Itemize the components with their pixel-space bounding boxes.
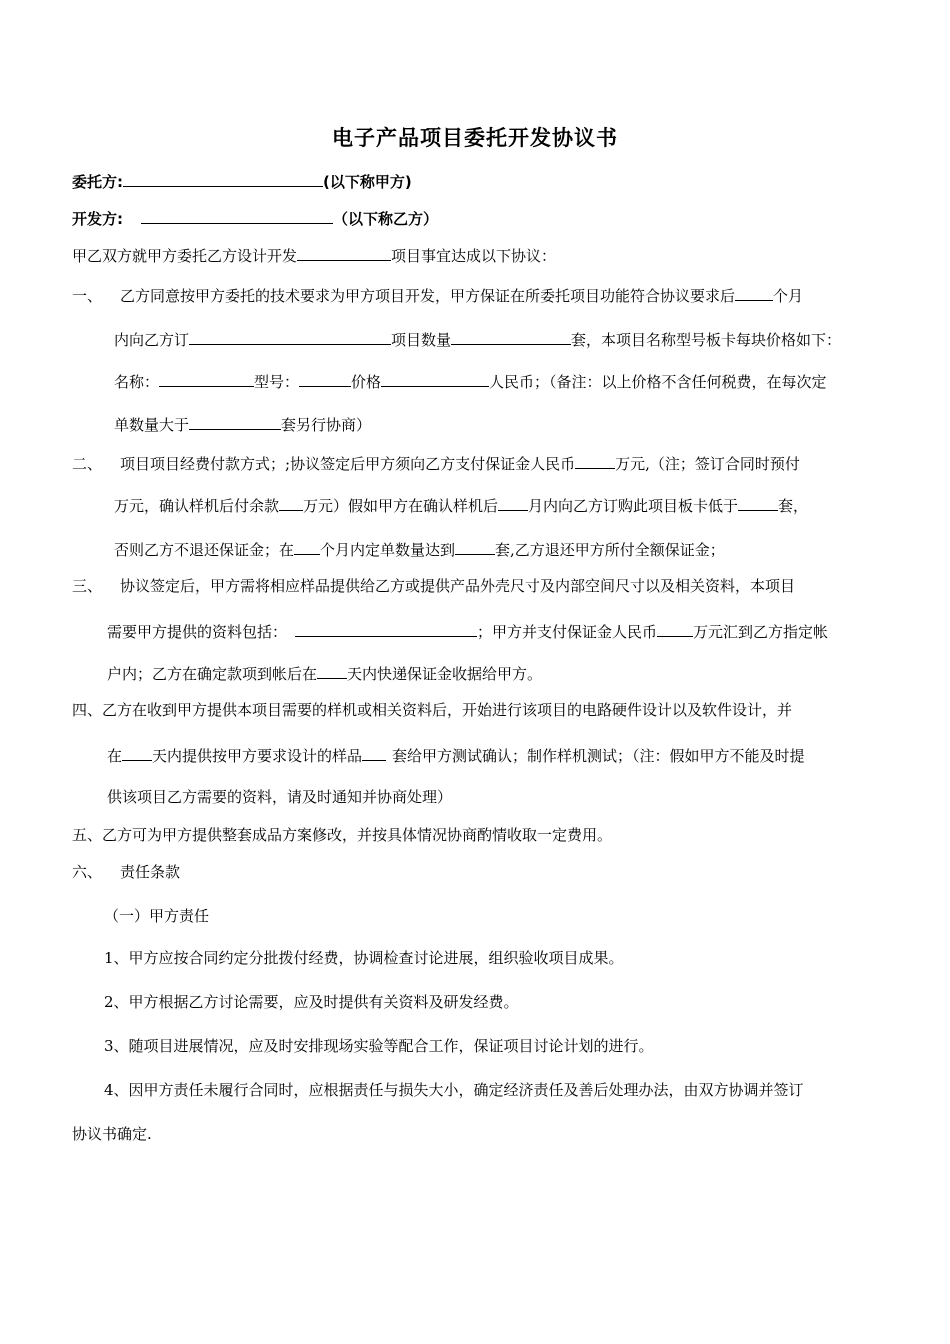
intro-line	[72, 244, 556, 266]
clause2-number: 二、	[72, 455, 103, 473]
clause4-text: 供该项目乙方需要的资料，请及时通知并协商处理）	[107, 788, 453, 806]
responsibility-text: 4、因甲方责任未履行合同时，应根据责任与损失大小，确定经济责任及善后处理办法，由双方协调并签订	[104, 1081, 804, 1099]
intro-text: 甲乙双方就甲方委托乙方设计开发	[72, 247, 298, 265]
materials-blank[interactable]	[295, 620, 477, 637]
responsibility-text: 2、甲方根据乙方讨论需要，应及时提供有关资料及研发经费。	[104, 993, 519, 1011]
price-blank[interactable]	[381, 370, 489, 387]
clause2-text: 个月内定单数量达到	[320, 541, 456, 559]
sample-days-blank[interactable]	[122, 744, 152, 761]
clause2-text: 万元，确认样机后付余款	[114, 497, 280, 515]
min-sets-blank[interactable]	[738, 494, 778, 511]
clause3-text: 天内快递保证金收据给甲方。	[347, 665, 543, 683]
clause5-line	[72, 825, 612, 845]
clause1-text: 项目数量	[391, 331, 452, 349]
clause6-title: 责任条款	[120, 863, 181, 881]
clause4-text: 天内提供按甲方要求设计的样品	[152, 747, 363, 765]
clause2-text: 套,乙方退还甲方所付全额保证金；	[495, 541, 725, 559]
clause3-line3	[107, 662, 542, 684]
responsibility-item	[104, 1036, 654, 1056]
clause4-text: 乙方在收到甲方提供本项目需要的样机或相关资料后，开始进行该项目的电路硬件设计以及软件设计，并	[102, 701, 793, 719]
responsibility-text: 3、随项目进展情况，应及时安排现场实验等配合工作，保证项目讨论计划的进行。	[104, 1037, 654, 1055]
clause4-text: 套给甲方测试确认；制作样机测试；（注：假如甲方不能及时提	[392, 747, 805, 765]
clause2-text: 万元）假如甲方在确认样机后	[303, 497, 499, 515]
developer-suffix: （以下称乙方）	[333, 210, 439, 228]
clause2-text: 否则乙方不退还保证金；在	[114, 541, 295, 559]
deposit-blank[interactable]	[575, 452, 615, 469]
clause1-text: 名称：	[114, 373, 160, 391]
months-blank[interactable]	[735, 284, 773, 301]
clause6-heading	[72, 862, 180, 882]
clause2-line2	[114, 494, 808, 516]
clause1-line3	[114, 370, 827, 392]
clause3-number: 三、	[72, 577, 103, 595]
party-a-responsibility-heading: （一）甲方责任	[104, 907, 210, 925]
client-line	[72, 170, 412, 192]
clause1-text: 个月	[773, 287, 804, 305]
clause3-line1	[72, 576, 795, 596]
clause5-text: 五、乙方可为甲方提供整套成品方案修改，并按具体情况协商酌情收取一定费用。	[72, 826, 613, 844]
clause4-text: 在	[107, 747, 123, 765]
clause1-line2	[114, 328, 841, 350]
deposit2-blank[interactable]	[657, 620, 693, 637]
clause6-subtitle	[104, 906, 209, 926]
clause1-text: 单数量大于	[114, 416, 190, 434]
clause3-text: 万元汇到乙方指定帐	[693, 623, 829, 641]
clause1-text: 价格	[351, 373, 382, 391]
clause3-text: 需要甲方提供的资料包括：	[107, 623, 288, 641]
clause6-number: 六、	[72, 863, 103, 881]
threshold-blank[interactable]	[189, 413, 281, 430]
responsibility-item	[104, 948, 624, 968]
responsibility-item	[104, 1080, 804, 1100]
responsibility-text: 1、甲方应按合同约定分批拨付经费，协调检查讨论进展，组织验收项目成果。	[104, 949, 624, 967]
responsibility-item	[104, 992, 519, 1012]
clause1-number: 一、	[72, 287, 103, 305]
days-blank[interactable]	[317, 662, 347, 679]
clause1-line4	[114, 413, 371, 435]
clause3-text: ；甲方并支付保证金人民币	[477, 623, 658, 641]
clause3-line2	[107, 620, 828, 642]
balance-blank[interactable]	[279, 494, 303, 511]
clause1-line1	[72, 284, 803, 306]
project-name-blank[interactable]	[297, 244, 391, 261]
model-blank[interactable]	[299, 370, 351, 387]
clause2-text: 万元,（注；签订合同时预付	[615, 455, 800, 473]
order-target-blank[interactable]	[455, 538, 495, 555]
responsibility-text: 协议书确定.	[72, 1125, 152, 1143]
developer-blank[interactable]	[141, 207, 333, 224]
sample-qty-blank[interactable]	[362, 744, 386, 761]
clause2-text: 套，	[778, 497, 809, 515]
clause1-text: 套，本项目名称型号板卡每块价格如下：	[571, 331, 842, 349]
clause4-line1	[72, 700, 792, 720]
clause2-line1	[72, 452, 800, 474]
clause4-number: 四、	[72, 701, 103, 719]
clause1-text: 型号：	[254, 373, 300, 391]
clause3-text: 协议签定后，甲方需将相应样品提供给乙方或提供产品外壳尺寸及内部空间尺寸以及相关资料，本项目	[120, 577, 796, 595]
clause3-text: 户内；乙方在确定款项到帐后在	[107, 665, 318, 683]
clause1-text: 人民币；（备注：以上价格不含任何税费，在每次定	[489, 373, 827, 391]
client-suffix: (以下称甲方)	[323, 173, 412, 191]
clause2-text: 月内向乙方订购此项目板卡低于	[528, 497, 739, 515]
months-limit-blank[interactable]	[294, 538, 320, 555]
order-blank[interactable]	[189, 328, 391, 345]
clause1-text: 套另行协商）	[281, 416, 372, 434]
clause1-text: 内向乙方订	[114, 331, 190, 349]
quantity-blank[interactable]	[451, 328, 571, 345]
month-blank[interactable]	[498, 494, 528, 511]
client-label: 委托方:	[72, 173, 123, 191]
document-title: 电子产品项目委托开发协议书	[332, 126, 618, 150]
product-name-blank[interactable]	[159, 370, 254, 387]
clause2-line3	[114, 538, 725, 560]
clause2-text: 项目项目经费付款方式；;协议签定后甲方须向乙方支付保证金人民币	[120, 455, 576, 473]
clause4-line2	[107, 744, 805, 766]
clause1-text: 乙方同意按甲方委托的技术要求为甲方项目开发，甲方保证在所委托项目功能符合协议要求后	[120, 287, 736, 305]
responsibility-item-continued	[72, 1124, 152, 1144]
intro-text-end: 项目事宜达成以下协议：	[391, 247, 557, 265]
developer-line	[72, 207, 438, 229]
developer-label: 开发方:	[72, 210, 123, 228]
client-blank[interactable]	[123, 170, 323, 187]
clause4-line3	[107, 787, 452, 807]
